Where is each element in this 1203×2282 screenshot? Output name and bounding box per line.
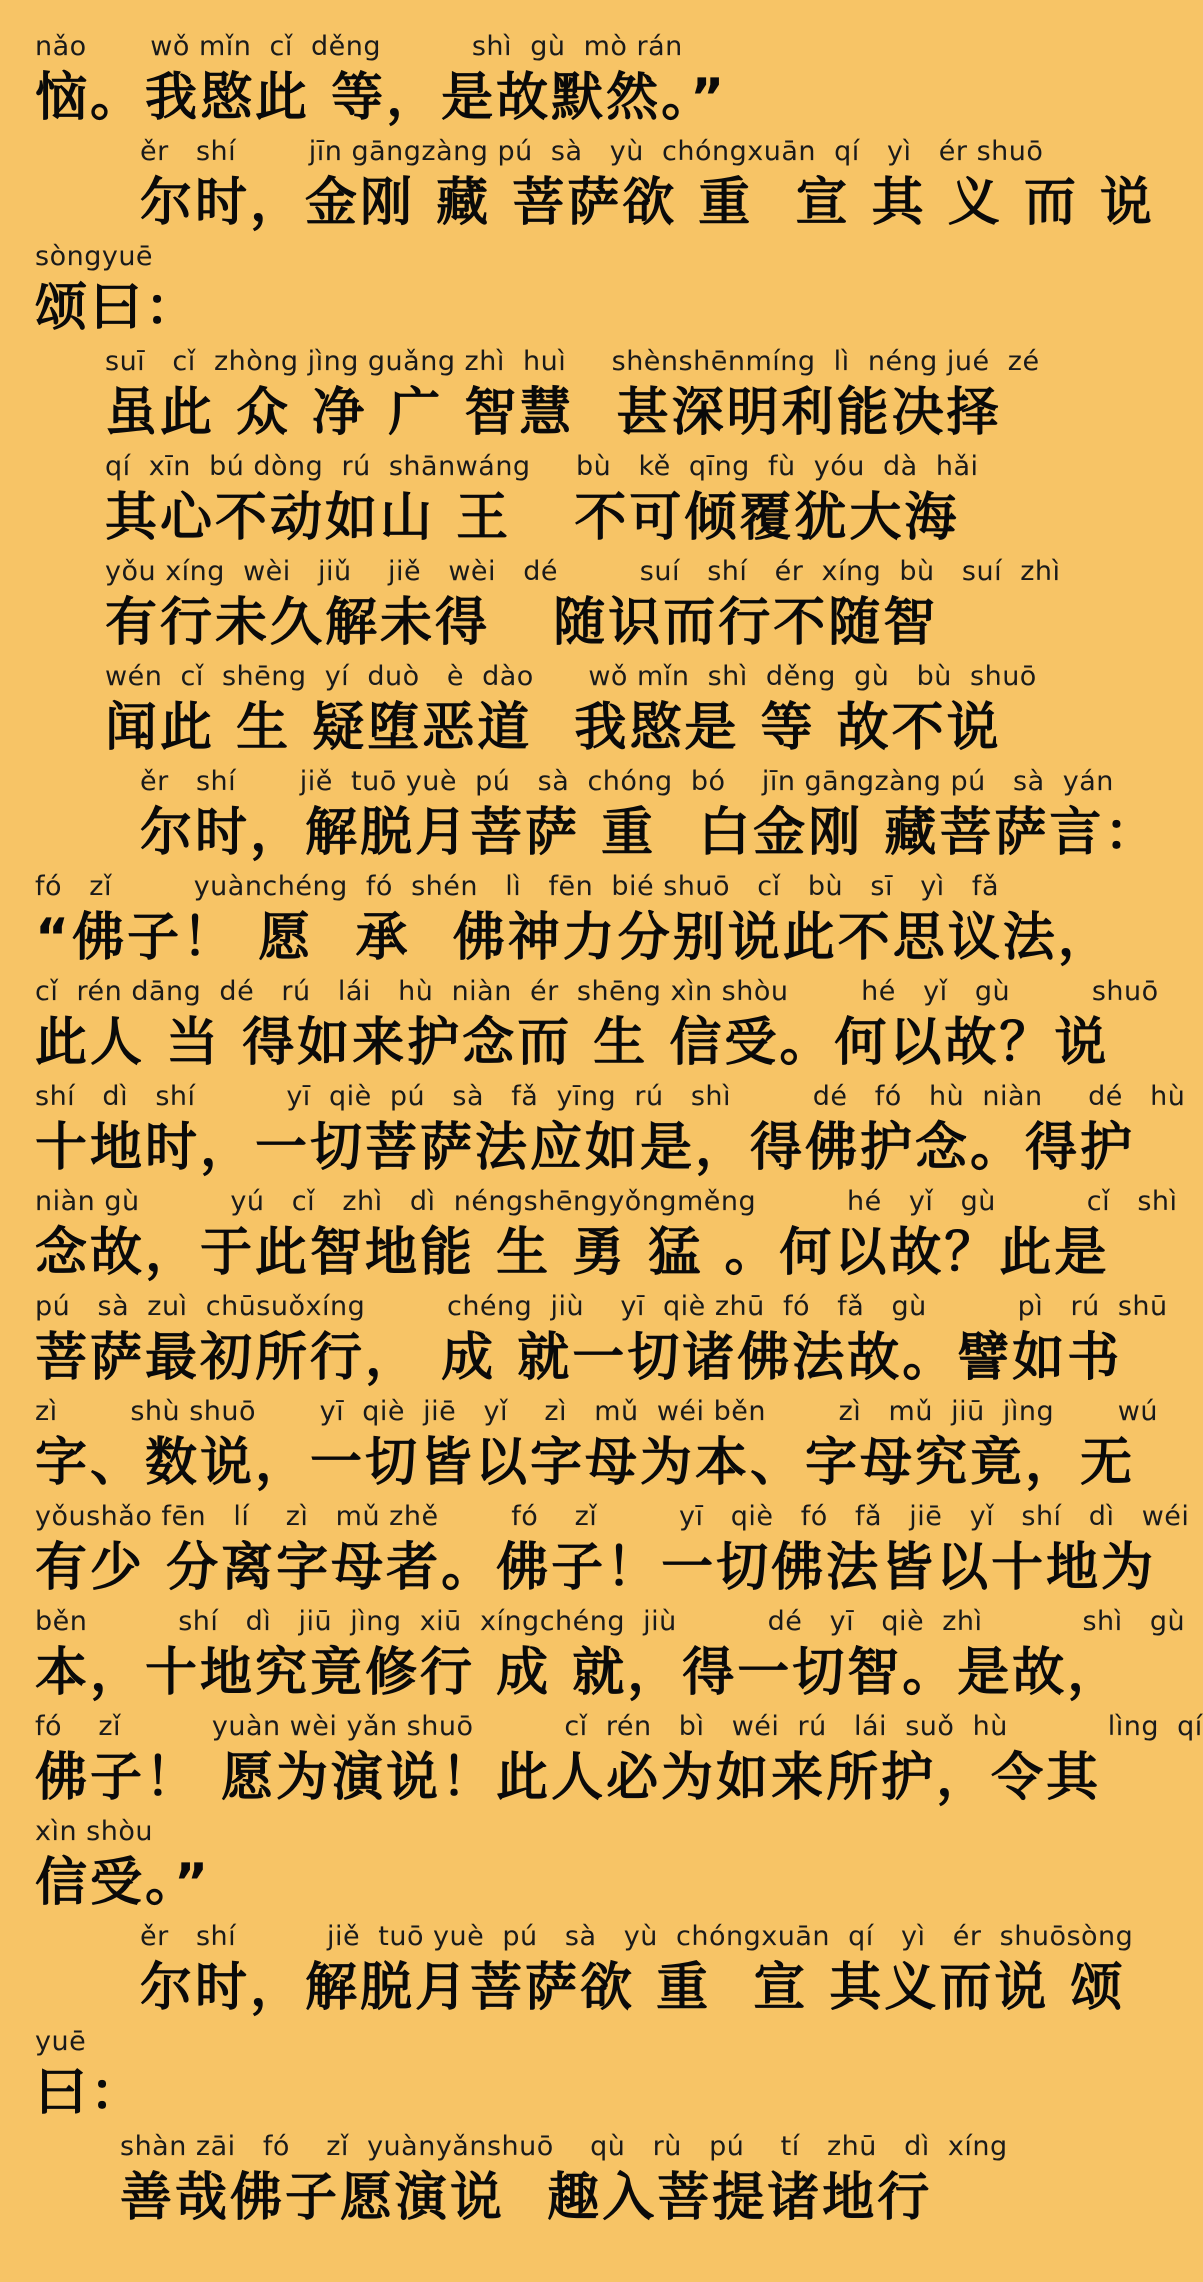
pinyin-row: niàn gù yú cǐ zhì dì néngshēngyǒngměng hé yǐ gù cǐ shì <box>35 1186 1178 1217</box>
verse-line <box>0 347 1080 452</box>
hanzi-row: 善哉佛子愿演说 趣入菩提诸地行 <box>120 2168 933 2228</box>
text-line <box>0 2027 1080 2132</box>
pinyin-row: fó zǐ yuàn wèi yǎn shuō cǐ rén bì wéi rú lái suǒ hù lìng qí <box>35 1711 1203 1742</box>
pinyin-row: zì shù shuō yī qiè jiē yǐ zì mǔ wéi běn zì mǔ jiū jìng wú <box>35 1396 1158 1427</box>
hanzi-row: 其心不动如山 王 不可倾覆犹大海 <box>105 488 960 548</box>
hanzi-row: 尔时，解脱月菩萨 重 白金刚 藏菩萨言： <box>140 803 1160 863</box>
pinyin-row: ěr shí jiě tuō yuè pú sà yù chóngxuān qí yì ér shuōsòng <box>140 1921 1134 1952</box>
verse-line <box>0 557 1080 662</box>
hanzi-row: 有行未久解未得 随识而行不随智 <box>105 593 939 653</box>
text-line <box>0 976 1159 1082</box>
hanzi-row: 菩萨最初所行， 成 就一切诸佛法故。譬如书 <box>35 1328 1123 1388</box>
pinyin-row: qí xīn bú dòng rú shānwáng bù kě qīng fù yóu dà hǎi <box>105 451 979 482</box>
text-line <box>0 136 1155 242</box>
pinyin-row: shí dì shí yī qiè pú sà fǎ yīng rú shì dé fó hù niàn dé hù <box>35 1081 1186 1112</box>
pinyin-row: cǐ rén dāng dé rú lái hù niàn ér shēng xìn shòu hé yǐ gù shuō <box>35 976 1159 1007</box>
pinyin-row: shàn zāi fó zǐ yuànyǎnshuō qù rù pú tí zhū dì xíng <box>120 2131 1008 2162</box>
hanzi-row: 有少 分离字母者。佛子！一切佛法皆以十地为 <box>35 1538 1157 1598</box>
text-line <box>0 1606 1186 1712</box>
hanzi-row: 字、数说，一切皆以字母为本、字母究竟，无 <box>35 1433 1136 1493</box>
hanzi-row: 颂曰： <box>35 278 201 338</box>
pinyin-row: nǎo wǒ mǐn cǐ děng shì gù mò rán <box>35 31 683 62</box>
hanzi-row: 十地时，一切菩萨法应如是，得佛护念。得护 <box>35 1118 1136 1178</box>
text-line <box>0 1711 1203 1817</box>
hanzi-row: 尔时，金刚 藏 菩萨欲 重 宣 其 义 而 说 <box>140 173 1155 233</box>
hanzi-row: “佛子！ 愿 承 佛神力分别说此不思议法， <box>35 908 1113 968</box>
hanzi-row: 虽此 众 净 广 智慧 甚深明利能决择 <box>105 383 1002 443</box>
text-line <box>0 32 1080 137</box>
text-line <box>0 1921 1134 2027</box>
hanzi-row: 闻此 生 疑堕恶道 我愍是 等 故不说 <box>105 698 1002 758</box>
text-line <box>0 1081 1186 1187</box>
hanzi-row: 信受。” <box>35 1853 212 1913</box>
pinyin-row: yǒu xíng wèi jiǔ jiě wèi dé suí shí ér xíng bù suí zhì <box>105 556 1061 587</box>
hanzi-row: 此人 当 得如来护念而 生 信受。何以故？说 <box>35 1013 1110 1073</box>
hanzi-row: 佛子！ 愿为演说！此人必为如来所护，令其 <box>35 1748 1102 1808</box>
hanzi-row: 恼。我愍此 等，是故默然。” <box>35 68 728 128</box>
pinyin-row: yǒushǎo fēn lí zì mǔ zhě fó zǐ yī qiè fó fǎ jiē yǐ shí dì wéi <box>35 1501 1190 1532</box>
pinyin-row: suī cǐ zhòng jìng guǎng zhì huì shènshēnmíng lì néng jué zé <box>105 346 1040 377</box>
hanzi-row: 念故，于此智地能 生 勇 猛 。何以故？此是 <box>35 1223 1110 1283</box>
text-line <box>0 242 1080 347</box>
text-line <box>0 1396 1158 1502</box>
verse-line <box>0 2132 1080 2237</box>
text-line <box>0 871 1113 977</box>
pinyin-row: wén cǐ shēng yí duò è dào wǒ mǐn shì děng gù bù shuō <box>105 661 1037 692</box>
text-line <box>0 766 1160 872</box>
text-line <box>0 1817 1080 1922</box>
text-line <box>0 1501 1190 1607</box>
hanzi-row: 曰： <box>35 2063 146 2123</box>
text-line <box>0 1186 1178 1292</box>
pinyin-row: fó zǐ yuànchéng fó shén lì fēn bié shuō cǐ bù sī yì fǎ <box>35 871 999 902</box>
pinyin-row: sòngyuē <box>35 241 154 272</box>
hanzi-row: 尔时，解脱月菩萨欲 重 宣 其义而说 颂 <box>140 1958 1126 2018</box>
hanzi-row: 本，十地究竟修行 成 就，得一切智。是故， <box>35 1643 1123 1703</box>
pinyin-row: pú sà zuì chūsuǒxíng chéng jiù yī qiè zhū fó fǎ gù pì rú shū <box>35 1291 1168 1322</box>
pinyin-row: ěr shí jīn gāngzàng pú sà yù chóngxuān qí yì ér shuō <box>140 136 1044 167</box>
pinyin-row: běn shí dì jiū jìng xiū xíngchéng jiù dé yī qiè zhì shì gù <box>35 1606 1186 1637</box>
pinyin-row: xìn shòu <box>35 1816 153 1847</box>
pinyin-row: yuē <box>35 2026 87 2057</box>
verse-line <box>0 662 1080 767</box>
pinyin-row: ěr shí jiě tuō yuè pú sà chóng bó jīn gāngzàng pú sà yán <box>140 766 1114 797</box>
verse-line <box>0 452 1080 557</box>
text-line <box>0 1291 1168 1397</box>
